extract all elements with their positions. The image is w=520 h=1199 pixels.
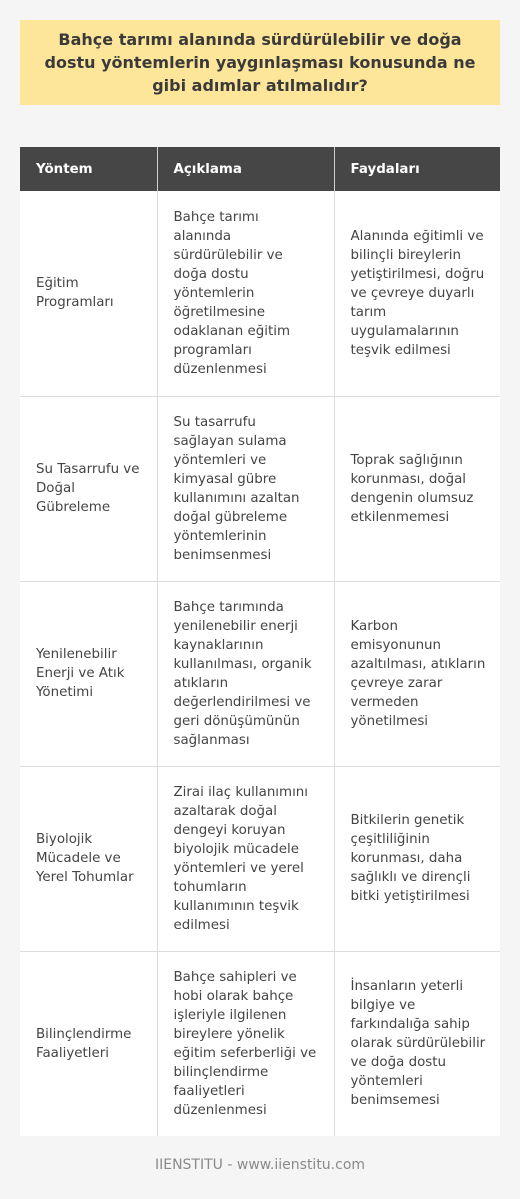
header-description: Açıklama bbox=[157, 147, 334, 191]
cell-benefits: Bitkilerin genetik çeşitliliğinin korunması, daha sağlıklı ve dirençli bitki yetiştirilmesi bbox=[334, 766, 500, 951]
table-row bbox=[20, 766, 500, 951]
page-title: Bahçe tarımı alanında sürdürülebilir ve doğa dostu yöntemlerin yaygınlaşması konusunda ne gibi adımlar atılmalıdır? bbox=[44, 30, 476, 95]
methods-table bbox=[20, 147, 500, 1136]
cell-method: Biyolojik Mücadele ve Yerel Tohumlar bbox=[20, 766, 157, 951]
cell-description: Bahçe sahipleri ve hobi olarak bahçe işleriyle ilgilenen bireylere yönelik eğitim seferberliği ve bilinçlendirme faaliyetleri düzenlenmesi bbox=[157, 951, 334, 1136]
title-banner bbox=[20, 20, 500, 105]
cell-description: Bahçe tarımında yenilenebilir enerji kaynaklarının kullanılması, organik atıkların değerlendirilmesi ve geri dönüşümünün sağlanması bbox=[157, 581, 334, 766]
cell-method: Yenilenebilir Enerji ve Atık Yönetimi bbox=[20, 581, 157, 766]
cell-description: Zirai ilaç kullanımını azaltarak doğal dengeyi koruyan biyolojik mücadele yöntemleri ve yerel tohumların kullanımının teşvik edilmesi bbox=[157, 766, 334, 951]
table-row bbox=[20, 581, 500, 766]
cell-method: Eğitim Programları bbox=[20, 191, 157, 396]
table-row bbox=[20, 396, 500, 581]
cell-description: Bahçe tarımı alanında sürdürülebilir ve doğa dostu yöntemlerin öğretilmesine odaklanan eğitim programları düzenlenmesi bbox=[157, 191, 334, 396]
cell-method: Su Tasarrufu ve Doğal Gübreleme bbox=[20, 396, 157, 581]
cell-benefits: Toprak sağlığının korunması, doğal dengenin olumsuz etkilenmemesi bbox=[334, 396, 500, 581]
footer-credit: IIENSTITU - www.iienstitu.com bbox=[154, 1157, 366, 1173]
table-row bbox=[20, 191, 500, 396]
cell-benefits: Karbon emisyonunun azaltılması, atıkların çevreye zarar vermeden yönetilmesi bbox=[334, 581, 500, 766]
header-benefits: Faydaları bbox=[334, 147, 500, 191]
table-header-row bbox=[20, 147, 500, 191]
table-row bbox=[20, 951, 500, 1136]
cell-benefits: Alanında eğitimli ve bilinçli bireylerin yetiştirilmesi, doğru ve çevreye duyarlı tarım uygulamalarının teşvik edilmesi bbox=[334, 191, 500, 396]
cell-method: Bilinçlendirme Faaliyetleri bbox=[20, 951, 157, 1136]
header-method: Yöntem bbox=[20, 147, 157, 191]
cell-benefits: İnsanların yeterli bilgiye ve farkındalığa sahip olarak sürdürülebilir ve doğa dostu yöntemleri benimsemesi bbox=[334, 951, 500, 1136]
cell-description: Su tasarrufu sağlayan sulama yöntemleri ve kimyasal gübre kullanımını azaltan doğal gübreleme yöntemlerinin benimsenmesi bbox=[157, 396, 334, 581]
